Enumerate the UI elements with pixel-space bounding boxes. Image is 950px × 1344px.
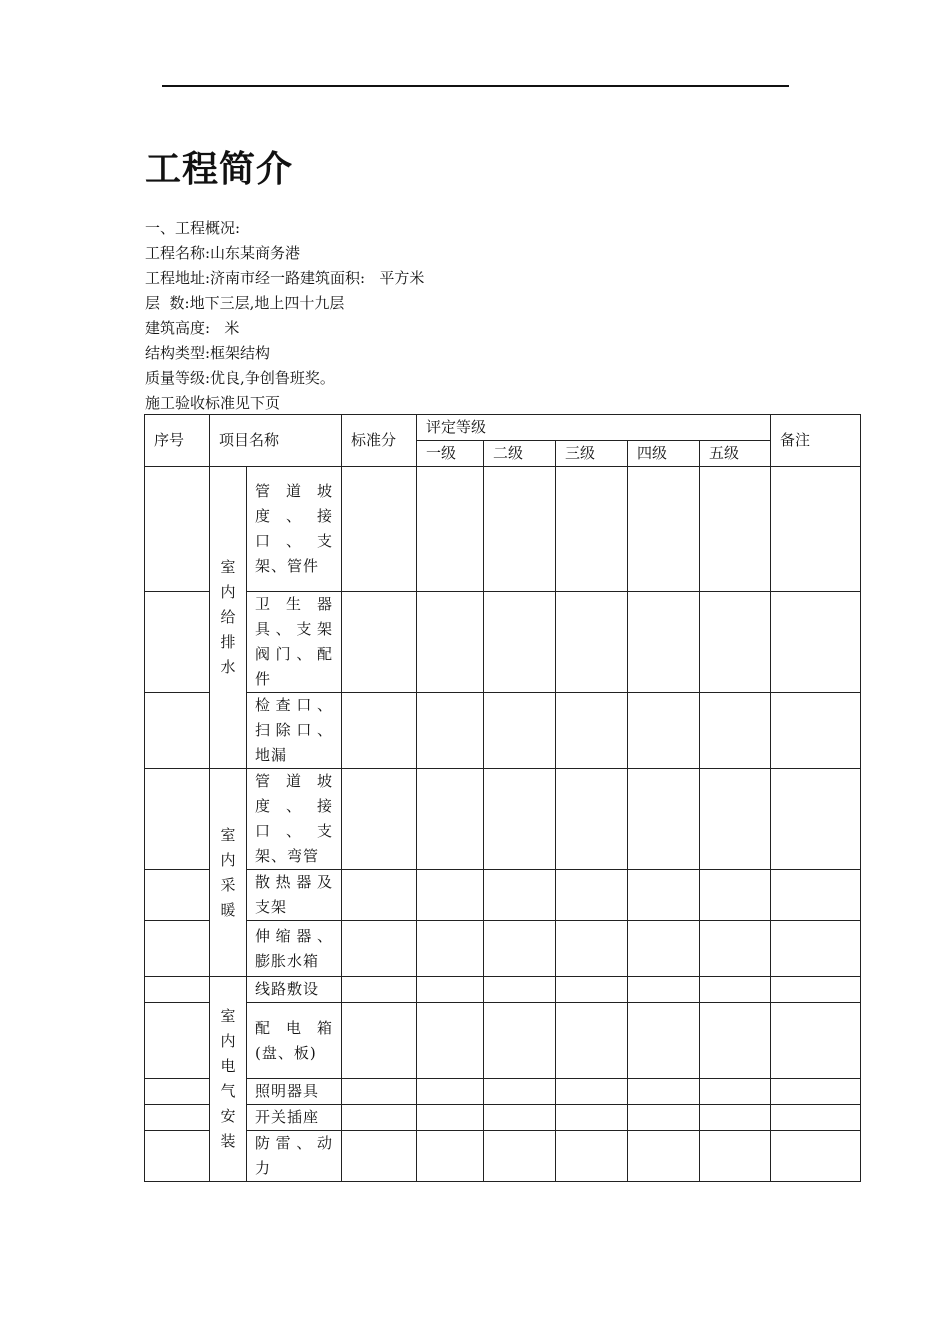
seq-cell (145, 769, 210, 870)
grade-cell (417, 693, 484, 769)
project-address-line: 工程地址:济南市经一路建筑面积: 平方米 (145, 269, 425, 287)
project-name-line: 工程名称:山东某商务港 (145, 244, 301, 262)
table-row (145, 921, 861, 977)
project-overview (145, 216, 845, 416)
grade-cell (417, 977, 484, 1003)
grade-cell (484, 977, 556, 1003)
grade-cell (484, 870, 556, 921)
grade-cell (628, 1003, 700, 1079)
standard-cell (342, 1079, 417, 1105)
item-name-cell: 卫生器具、支架阀门、配件 (247, 592, 342, 693)
grade-cell (628, 592, 700, 693)
item-name-cell: 照明器具 (247, 1079, 342, 1105)
grade-cell (484, 693, 556, 769)
standard-cell (342, 1105, 417, 1131)
seq-cell (145, 1105, 210, 1131)
grade-cell (556, 1079, 628, 1105)
seq-cell (145, 977, 210, 1003)
table-row (145, 769, 861, 870)
grade-cell (484, 1105, 556, 1131)
table-row (145, 870, 861, 921)
category-label: 室内采暖 (220, 825, 236, 919)
grade-cell (417, 1003, 484, 1079)
table-row (145, 467, 861, 592)
grade-cell (556, 467, 628, 592)
category-label: 室内给排水 (220, 558, 236, 676)
item-name-cell: 管道坡度、接口、支架、弯管 (247, 769, 342, 870)
grade-cell (628, 1131, 700, 1182)
standard-cell (342, 467, 417, 592)
grade-cell (556, 1105, 628, 1131)
table-header-row (145, 415, 861, 441)
item-name-cell: 散热器及支架 (247, 870, 342, 921)
grade-cell (417, 870, 484, 921)
structure-type-line: 结构类型:框架结构 (145, 344, 271, 362)
standard-cell (342, 921, 417, 977)
grade-cell (556, 921, 628, 977)
grade-cell (417, 592, 484, 693)
remark-cell (771, 693, 861, 769)
remark-cell (771, 1131, 861, 1182)
seq-cell (145, 592, 210, 693)
grade-cell (484, 467, 556, 592)
grade-cell (417, 1079, 484, 1105)
header-grade-5: 五级 (700, 441, 771, 467)
standard-cell (342, 1003, 417, 1079)
header-remark: 备注 (771, 415, 861, 467)
header-grade: 评定等级 (417, 415, 771, 441)
grade-cell (628, 467, 700, 592)
grade-cell (556, 1003, 628, 1079)
grade-cell (417, 769, 484, 870)
remark-cell (771, 769, 861, 870)
grade-cell (556, 977, 628, 1003)
item-name-cell: 开关插座 (247, 1105, 342, 1131)
seq-cell (145, 1003, 210, 1079)
seq-cell (145, 921, 210, 977)
grade-cell (628, 1079, 700, 1105)
acceptance-note-line: 施工验收标准见下页 (145, 394, 281, 412)
grade-cell (700, 693, 771, 769)
grade-cell (484, 1131, 556, 1182)
seq-cell (145, 870, 210, 921)
grade-cell (700, 769, 771, 870)
building-height-line: 建筑高度: 米 (145, 319, 240, 337)
header-item-name: 项目名称 (210, 415, 342, 467)
grade-cell (417, 1105, 484, 1131)
item-name-cell: 检查口、扫除口、地漏 (247, 693, 342, 769)
seq-cell (145, 1131, 210, 1182)
seq-cell (145, 693, 210, 769)
grade-cell (700, 921, 771, 977)
header-grade-2: 二级 (484, 441, 556, 467)
grade-cell (700, 467, 771, 592)
grade-cell (700, 1131, 771, 1182)
remark-cell (771, 977, 861, 1003)
quality-grade-line: 质量等级:优良,争创鲁班奖。 (145, 369, 335, 387)
standard-cell (342, 693, 417, 769)
remark-cell (771, 921, 861, 977)
grade-cell (700, 592, 771, 693)
remark-cell (771, 1105, 861, 1131)
header-rule (162, 85, 789, 87)
seq-cell (145, 1079, 210, 1105)
category-cell (210, 977, 247, 1182)
table-row (145, 977, 861, 1003)
header-seq: 序号 (145, 415, 210, 467)
grade-cell (628, 1105, 700, 1131)
table-row (145, 1079, 861, 1105)
standard-cell (342, 977, 417, 1003)
item-name-cell: 防雷、动力 (247, 1131, 342, 1182)
grade-cell (484, 1003, 556, 1079)
grade-cell (628, 693, 700, 769)
standard-cell (342, 592, 417, 693)
table-row (145, 693, 861, 769)
grade-cell (700, 1079, 771, 1105)
remark-cell (771, 870, 861, 921)
grade-cell (628, 870, 700, 921)
table-row (145, 1105, 861, 1131)
table-row (145, 1131, 861, 1182)
grade-cell (484, 769, 556, 870)
grade-cell (628, 921, 700, 977)
header-grade-1: 一级 (417, 441, 484, 467)
seq-cell (145, 467, 210, 592)
grade-cell (700, 870, 771, 921)
category-cell (210, 769, 247, 977)
grade-cell (484, 1079, 556, 1105)
standard-cell (342, 1131, 417, 1182)
grade-cell (484, 592, 556, 693)
item-name-cell: 伸缩器、膨胀水箱 (247, 921, 342, 977)
overview-heading: 一、工程概况: (145, 219, 241, 237)
table-row (145, 1003, 861, 1079)
header-standard-score: 标准分 (342, 415, 417, 467)
grade-cell (628, 769, 700, 870)
standard-cell (342, 870, 417, 921)
grade-cell (417, 467, 484, 592)
grade-cell (700, 1105, 771, 1131)
remark-cell (771, 467, 861, 592)
grade-cell (417, 1131, 484, 1182)
standard-cell (342, 769, 417, 870)
item-name-cell: 管道坡度、接口、支架、管件 (247, 467, 342, 592)
table-row (145, 592, 861, 693)
remark-cell (771, 1079, 861, 1105)
floors-line: 层 数:地下三层,地上四十九层 (145, 294, 345, 312)
item-name-cell: 线路敷设 (247, 977, 342, 1003)
grade-cell (700, 1003, 771, 1079)
grade-cell (700, 977, 771, 1003)
acceptance-table (144, 414, 861, 1182)
remark-cell (771, 1003, 861, 1079)
grade-cell (556, 1131, 628, 1182)
page-title: 工程简介 (145, 149, 294, 190)
grade-cell (417, 921, 484, 977)
header-grade-3: 三级 (556, 441, 628, 467)
grade-cell (556, 693, 628, 769)
grade-cell (556, 870, 628, 921)
header-grade-4: 四级 (628, 441, 700, 467)
remark-cell (771, 592, 861, 693)
grade-cell (484, 921, 556, 977)
grade-cell (556, 592, 628, 693)
grade-cell (628, 977, 700, 1003)
grade-cell (556, 769, 628, 870)
category-cell (210, 467, 247, 769)
category-label: 室内电气安装 (220, 1007, 236, 1150)
item-name-cell: 配电箱(盘、板) (247, 1003, 342, 1079)
